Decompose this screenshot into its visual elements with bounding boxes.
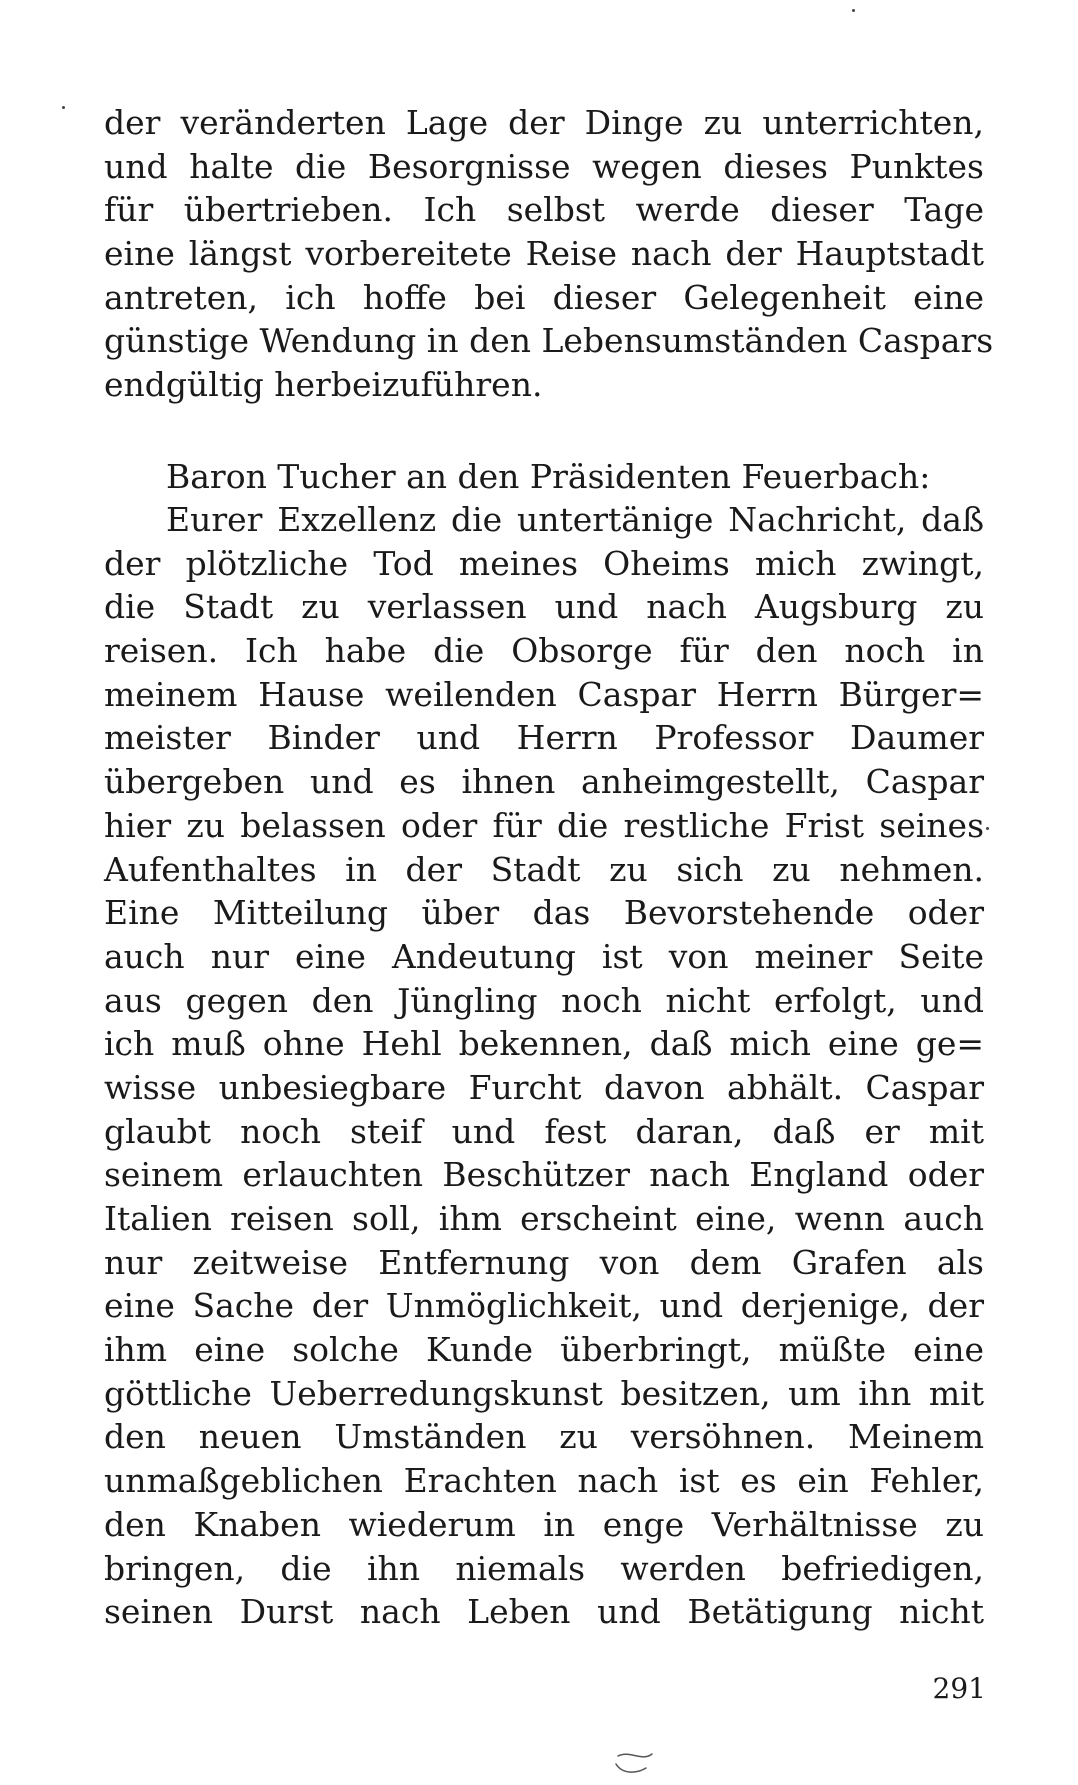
text-line: aus gegen den Jüngling noch nicht erfolgt, und bbox=[104, 980, 984, 1020]
text-line: göttliche Ueberredungskunst besitzen, um ihn mit bbox=[104, 1373, 984, 1413]
text-line: eine längst vorbereitete Reise nach der Hauptstadt bbox=[104, 234, 984, 274]
text-line: nur zeitweise Entfernung von dem Grafen als bbox=[104, 1242, 984, 1282]
text-line: den neuen Umständen zu versöhnen. Meinem bbox=[104, 1417, 984, 1457]
text-line: günstige Wendung in den Lebensumständen Caspars bbox=[104, 321, 994, 361]
text-line: Eine Mitteilung über das Bevorstehende oder bbox=[104, 893, 984, 933]
text-line: eine Sache der Unmöglichkeit, und derjenige, der bbox=[104, 1286, 984, 1326]
text-line: und halte die Besorgnisse wegen dieses Punktes bbox=[104, 146, 984, 186]
text-line: meister Binder und Herrn Professor Daumer bbox=[104, 718, 984, 758]
text-line: auch nur eine Andeutung ist von meiner Seite bbox=[104, 936, 984, 976]
page-number: 291 bbox=[932, 1672, 986, 1705]
text-line: ich muß ohne Hehl bekennen, daß mich eine ge= bbox=[104, 1024, 984, 1064]
text-line: antreten, ich hoffe bei dieser Gelegenheit eine bbox=[104, 277, 984, 317]
text-line: für übertrieben. Ich selbst werde dieser Tage bbox=[104, 190, 984, 230]
letter-heading bbox=[104, 455, 984, 499]
text-line: reisen. Ich habe die Obsorge für den noch in bbox=[104, 631, 984, 671]
text-line: die Stadt zu verlassen und nach Augsburg zu bbox=[104, 587, 984, 627]
paper-speck bbox=[852, 9, 855, 12]
text-line: der plötzliche Tod meines Oheims mich zwingt, bbox=[104, 543, 984, 583]
text-line: Eurer Exzellenz die untertänige Nachricht, daß bbox=[166, 500, 984, 539]
paper-speck bbox=[62, 106, 65, 109]
text-line: Aufenthaltes in der Stadt zu sich zu nehmen. bbox=[104, 849, 984, 889]
paragraph-narrative bbox=[104, 101, 994, 407]
text-line: meinem Hause weilenden Caspar Herrn Bürger= bbox=[104, 674, 984, 714]
text-line: übergeben und es ihnen anheimgestellt, Caspar bbox=[104, 762, 984, 802]
letter-heading-text: Baron Tucher an den Präsidenten Feuerbach: bbox=[166, 457, 931, 496]
text-line: bringen, die ihn niemals werden befriedigen, bbox=[104, 1548, 984, 1588]
paragraph-letter bbox=[104, 498, 984, 1634]
text-line: der veränderten Lage der Dinge zu unterrichten, bbox=[104, 103, 984, 142]
text-line: wisse unbesiegbare Furcht davon abhält. Caspar bbox=[104, 1067, 984, 1107]
text-line: endgültig herbeizuführen. bbox=[104, 365, 543, 405]
pencil-mark-icon bbox=[612, 1748, 658, 1778]
text-line: unmaßgeblichen Erachten nach ist es ein Fehler, bbox=[104, 1461, 984, 1501]
text-line: den Knaben wiederum in enge Verhältnisse zu bbox=[104, 1504, 984, 1544]
text-line: ihm eine solche Kunde überbringt, müßte eine bbox=[104, 1330, 984, 1370]
text-line: Italien reisen soll, ihm erscheint eine, wenn auch bbox=[104, 1199, 984, 1238]
paper-speck bbox=[986, 827, 989, 830]
text-line: hier zu belassen oder für die restliche Frist seines bbox=[104, 805, 984, 845]
text-line: seinem erlauchten Beschützer nach England oder bbox=[104, 1155, 984, 1195]
text-line: seinen Durst nach Leben und Betätigung nicht bbox=[104, 1592, 984, 1632]
text-line: glaubt noch steif und fest daran, daß er mit bbox=[104, 1111, 984, 1151]
